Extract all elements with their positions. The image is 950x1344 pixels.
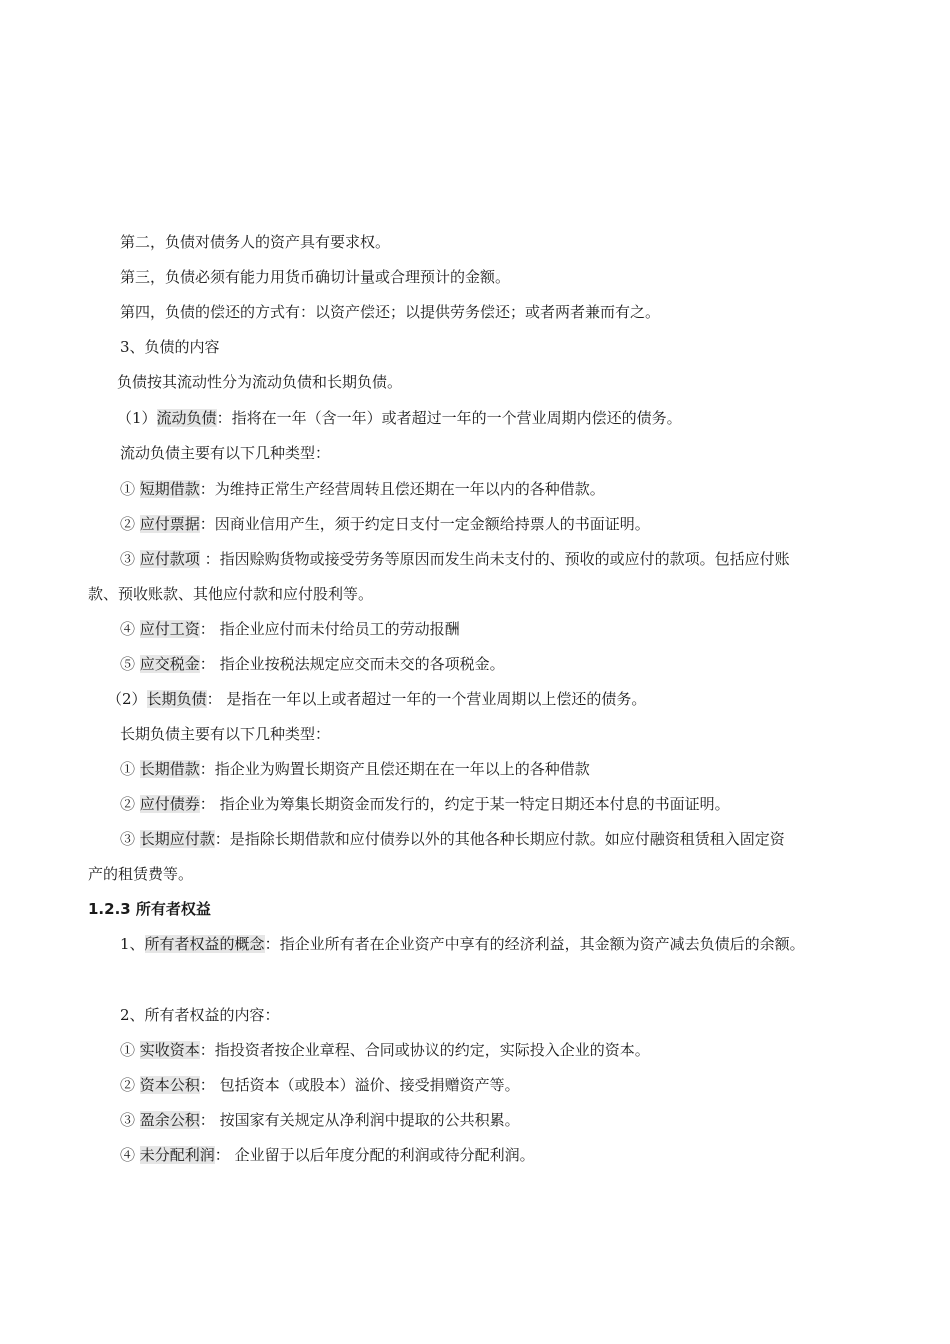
- equity-concept: 1、所有者权益的概念：指企业所有者在企业资产中享有的经济利益，其金额为资产减去负债后的余额。: [120, 935, 805, 953]
- term-highlight: 资本公积: [139, 1076, 200, 1094]
- section-heading: 1.2.3 所有者权益: [88, 900, 211, 918]
- term-highlight: 未分配利润: [139, 1146, 215, 1164]
- paragraph: 第二，负债对债务人的资产具有要求权。: [120, 233, 391, 251]
- paragraph: 第四，负债的偿还的方式有：以资产偿还；以提供劳务偿还；或者两者兼而有之。: [120, 303, 661, 321]
- term-highlight: 实收资本: [139, 1041, 200, 1059]
- term-highlight: 应付债券: [139, 795, 200, 813]
- paragraph: 2、所有者权益的内容：: [120, 1006, 280, 1024]
- term-highlight: 应付工资: [139, 620, 200, 638]
- list-item-continuation: 产的租赁费等。: [88, 865, 194, 883]
- list-item: ⑤ 应交税金： 指企业按税法规定应交而未交的各项税金。: [120, 655, 505, 673]
- list-item: ③ 盈余公积： 按国家有关规定从净利润中提取的公共积累。: [120, 1111, 520, 1129]
- paragraph: 流动负债主要有以下几种类型：: [120, 444, 331, 462]
- list-item-continuation: 款、预收账款、其他应付款和应付股利等。: [88, 585, 374, 603]
- list-item: ① 长期借款：指企业为购置长期资产且偿还期在在一年以上的各种借款: [120, 760, 590, 778]
- current-liability-def: （1）流动负债：指将在一年（含一年）或者超过一年的一个营业周期内偿还的债务。: [117, 409, 682, 427]
- term-highlight: 长期负债: [146, 690, 207, 708]
- paragraph: 负债按其流动性分为流动负债和长期负债。: [117, 373, 403, 391]
- long-term-liability-def: （2）长期负债： 是指在一年以上或者超过一年的一个营业周期以上偿还的债务。: [107, 690, 647, 708]
- term-highlight: 应付款项: [139, 550, 200, 568]
- term-highlight: 所有者权益的概念: [144, 935, 265, 953]
- list-item: ② 应付票据：因商业信用产生，须于约定日支付一定金额给持票人的书面证明。: [120, 515, 650, 533]
- term-highlight: 长期应付款: [139, 830, 215, 848]
- list-item: ③ 长期应付款：是指除长期借款和应付债券以外的其他各种长期应付款。如应付融资租赁租入固定资: [120, 830, 785, 848]
- term-highlight: 应付票据: [139, 515, 200, 533]
- term-highlight: 盈余公积: [139, 1111, 200, 1129]
- list-item: ② 应付债券： 指企业为筹集长期资金而发行的，约定于某一特定日期还本付息的书面证明。: [120, 795, 730, 813]
- list-item: ④ 未分配利润： 企业留于以后年度分配的利润或待分配利润。: [120, 1146, 535, 1164]
- list-item: ② 资本公积： 包括资本（或股本）溢价、接受捐赠资产等。: [120, 1076, 520, 1094]
- term-highlight: 长期借款: [139, 760, 200, 778]
- list-item: ③ 应付款项 ：指因赊购货物或接受劳务等原因而发生尚未支付的、预收的或应付的款项。包括应付账: [120, 550, 790, 568]
- section-title: 3、负债的内容: [120, 338, 220, 356]
- list-item: ① 实收资本：指投资者按企业章程、合同或协议的约定，实际投入企业的资本。: [120, 1041, 650, 1059]
- term-highlight: 应交税金: [139, 655, 200, 673]
- list-item: ④ 应付工资： 指企业应付而未付给员工的劳动报酬: [120, 620, 460, 638]
- term-highlight: 短期借款: [139, 480, 200, 498]
- paragraph: 第三，负债必须有能力用货币确切计量或合理预计的金额。: [120, 268, 511, 286]
- list-item: ① 短期借款：为维持正常生产经营周转且偿还期在一年以内的各种借款。: [120, 480, 605, 498]
- paragraph: 长期负债主要有以下几种类型：: [120, 725, 331, 743]
- term-highlight: 流动负债: [156, 409, 217, 427]
